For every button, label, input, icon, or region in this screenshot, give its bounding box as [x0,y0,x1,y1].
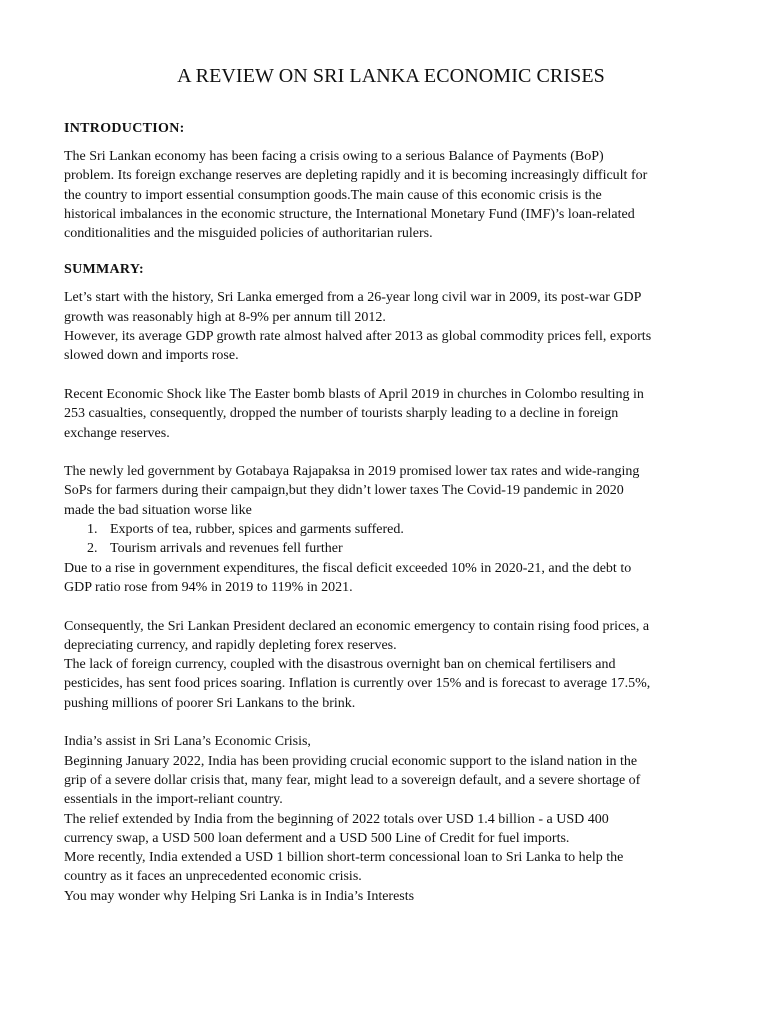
list-item-text: Exports of tea, rubber, spices and garments suffered. [110,522,404,538]
summary-line: India’s assist in Sri Lana’s Economic Crisis, [64,734,311,750]
summary-line: Let’s start with the history, Sri Lanka emerged from a 26-year long civil war in 2009, its post-war GDP [64,290,642,306]
list-item [64,520,718,539]
introduction-paragraph [64,147,718,243]
summary-line: made the bad situation worse like [64,502,252,518]
summary-line: pushing millions of poorer Sri Lankans to the brink. [64,695,356,711]
summary-line: Beginning January 2022, India has been providing crucial economic support to the island nation in the [64,753,638,769]
paragraph-spacer [64,443,718,462]
summary-line: Due to a rise in government expenditures, the fiscal deficit exceeded 10% in 2020-21, and the debt to [64,560,632,576]
summary-paragraph-deficit [64,559,718,598]
intro-line: The Sri Lankan economy has been facing a crisis owing to a serious Balance of Payments (BoP) [64,149,604,164]
paragraph-spacer [64,597,718,616]
summary-heading: SUMMARY: [64,262,144,278]
summary-line: The relief extended by India from the beginning of 2022 totals over USD 1.4 billion - a USD 400 [64,811,609,827]
summary-line: Consequently, the Sri Lankan President declared an economic emergency to contain rising food prices, a [64,618,650,634]
list-item-text: Tourism arrivals and revenues fell further [110,541,343,557]
summary-line: SoPs for farmers during their campaign,but they didn’t lower taxes The Covid-19 pandemic in 2020 [64,483,624,499]
intro-line: historical imbalances in the economic structure, the International Monetary Fund (IMF)’s loan-related [64,206,635,222]
summary-line: slowed down and imports rose. [64,348,239,364]
summary-line: The newly led government by Gotabaya Rajapaksa in 2019 promised lower tax rates and wide-ranging [64,464,640,480]
summary-line: country as it faces an unprecedented economic crisis. [64,869,362,885]
intro-line: conditionalities and the misguided policies of authoritarian rulers. [64,226,433,242]
summary-line: grip of a severe dollar crisis that, many fear, might lead to a sovereign default, and a severe shortage of [64,772,641,788]
summary-line: essentials in the import-reliant country. [64,792,283,808]
section-spacer [64,243,718,260]
intro-line: problem. Its foreign exchange reserves are depleting rapidly and it is becoming increasingly difficult for [64,168,648,184]
summary-line: GDP ratio rose from 94% in 2019 to 119% in 2021. [64,579,353,595]
introduction-heading: INTRODUCTION: [64,121,185,136]
list-item-number: 1. [87,522,98,538]
summary-line: growth was reasonably high at 8-9% per annum till 2012. [64,309,386,325]
list-item [64,539,718,558]
list-item-number: 2. [87,541,98,557]
document-title: A REVIEW ON SRI LANKA ECONOMIC CRISES [177,65,605,87]
summary-line: currency swap, a USD 500 loan deferment and a USD 500 Line of Credit for fuel imports. [64,830,570,846]
summary-line: You may wonder why Helping Sri Lanka is in India’s Interests [64,888,415,904]
summary-paragraph-emergency [64,617,718,713]
summary-paragraph-india [64,732,718,906]
paragraph-spacer [64,713,718,732]
summary-line: depreciating currency, and rapidly depleting forex reserves. [64,637,397,653]
summary-line: Recent Economic Shock like The Easter bomb blasts of April 2019 in churches in Colombo resulting in [64,386,644,402]
paragraph-spacer [64,366,718,385]
summary-paragraph-shock [64,385,718,443]
summary-line: The lack of foreign currency, coupled with the disastrous overnight ban on chemical fertilisers and [64,657,616,673]
summary-paragraph-history [64,288,718,365]
summary-paragraph-government [64,462,718,520]
summary-line: However, its average GDP growth rate almost halved after 2013 as global commodity prices fell, exports [64,329,652,345]
summary-line: More recently, India extended a USD 1 billion short-term concessional loan to Sri Lanka to help the [64,850,624,866]
numbered-list [64,520,718,559]
intro-line: the country to import essential consumption goods.The main cause of this economic crisis is the [64,187,602,203]
summary-line: pesticides, has sent food prices soaring. Inflation is currently over 15% and is forecast to average 17.5%, [64,676,651,692]
summary-line: exchange reserves. [64,425,170,441]
summary-line: 253 casualties, consequently, dropped the number of tourists sharply leading to a decline in foreign [64,406,619,422]
